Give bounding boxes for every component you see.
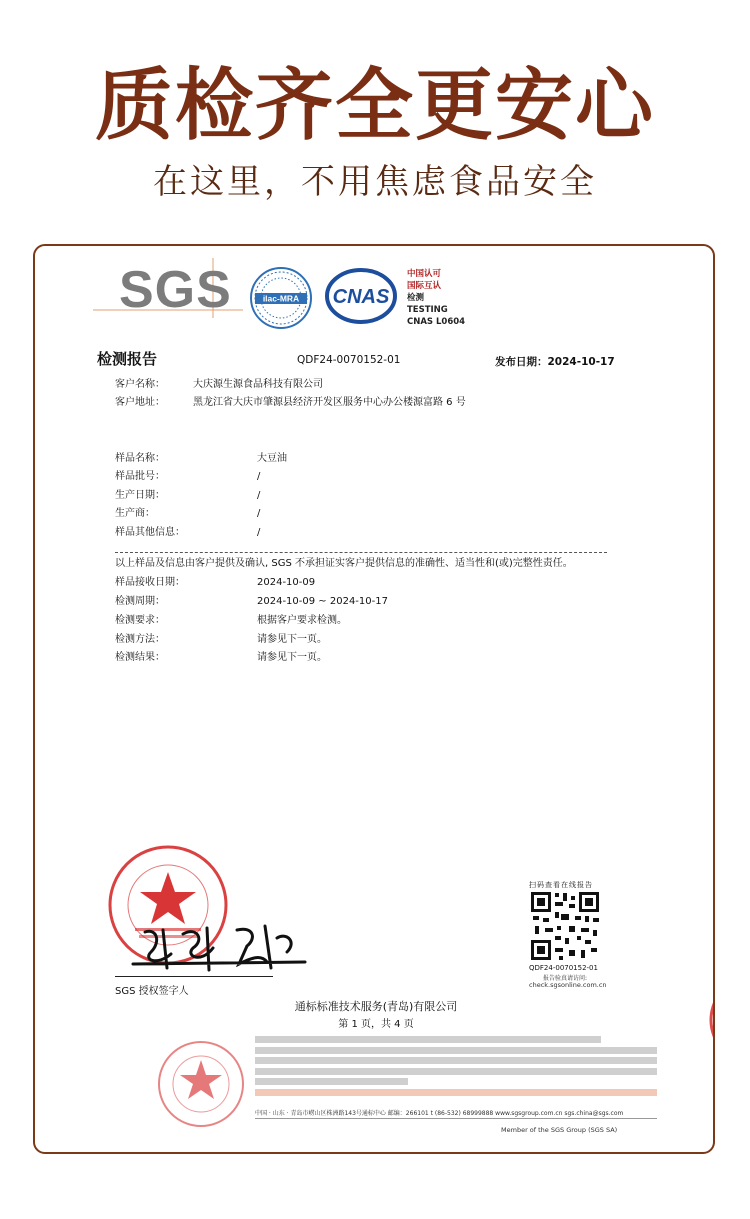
contact-info: 中国 · 山东 · 青岛市崂山区株洲路143号通标中心 邮编：266101 t (86-532) 68999888 www.sgsgroup.com.cn sgs.china@sgs.com bbox=[255, 1110, 624, 1117]
sample-value: / bbox=[257, 490, 261, 501]
page-headline: 质检齐全更安心 bbox=[94, 61, 655, 151]
sample-label: 样品名称： bbox=[115, 453, 165, 464]
handwritten-signature bbox=[127, 918, 317, 978]
sample-label: 样品批号： bbox=[115, 471, 165, 482]
dashed-divider bbox=[115, 552, 607, 553]
signer-label: SGS 授权签字人 bbox=[115, 986, 189, 997]
qr-verify-note: 报告验真请访问: bbox=[543, 975, 588, 982]
testing-value: 2024-10-09 bbox=[257, 577, 316, 588]
ilac-mra-logo bbox=[249, 266, 313, 330]
sgs-logo-text: SGS bbox=[119, 261, 232, 319]
cnas-accreditation-text bbox=[407, 268, 497, 328]
sample-label: 生产日期： bbox=[115, 490, 165, 501]
ilac-logo-text: ilac-MRA bbox=[262, 293, 300, 304]
report-title: 检测报告 bbox=[97, 350, 158, 368]
issue-date: 发布日期：2024-10-17 bbox=[495, 356, 615, 368]
testing-label: 检测结果： bbox=[115, 652, 165, 663]
page-subheadline: 在这里，不用焦虑食品安全 bbox=[153, 162, 597, 202]
cnas-logo-text: CNAS bbox=[332, 286, 390, 308]
issuing-company: 通标标准技术服务(青岛)有限公司 bbox=[294, 1000, 458, 1013]
terms-fine-print bbox=[255, 1036, 657, 1098]
sample-label: 生产商： bbox=[115, 508, 155, 519]
testing-value: 请参见下一页。 bbox=[257, 652, 327, 663]
disclaimer-text: 以上样品及信息由客户提供及确认, SGS 不承担证实客户提供信息的准确性、适当性和(或)完整性责任。 bbox=[115, 558, 573, 569]
page-number: 第 1 页，共 4 页 bbox=[338, 1019, 414, 1030]
sample-value: / bbox=[257, 508, 261, 519]
qr-code[interactable] bbox=[529, 890, 601, 962]
testing-value: 请参见下一页。 bbox=[257, 634, 327, 645]
sgs-member-note: Member of the SGS Group (SGS SA) bbox=[501, 1126, 618, 1134]
qr-caption: 扫码查看在线报告 bbox=[529, 881, 593, 889]
footer-divider bbox=[255, 1118, 657, 1119]
qr-report-id: QDF24-0070152-01 bbox=[529, 964, 598, 972]
sample-label: 样品其他信息： bbox=[115, 527, 185, 538]
signature-line bbox=[115, 976, 273, 977]
cnas-line: TESTING bbox=[407, 305, 448, 315]
cnas-line: 检测 bbox=[407, 293, 425, 303]
client-address-label: 客户地址： bbox=[115, 397, 165, 408]
client-address-value: 黑龙江省大庆市肇源县经济开发区服务中心办公楼源富路 6 号 bbox=[193, 397, 466, 408]
cnas-logo bbox=[325, 268, 397, 324]
sample-value: / bbox=[257, 527, 261, 538]
sample-value: 大豆油 bbox=[257, 453, 287, 464]
report-certificate-frame bbox=[33, 244, 715, 1154]
testing-label: 样品接收日期： bbox=[115, 577, 185, 588]
testing-value: 根据客户要求检测。 bbox=[257, 615, 347, 626]
client-name-value: 大庆源生源食品科技有限公司 bbox=[193, 379, 323, 390]
testing-value: 2024-10-09 ~ 2024-10-17 bbox=[257, 596, 388, 607]
testing-label: 检测方法： bbox=[115, 634, 165, 645]
testing-label: 检测周期： bbox=[115, 596, 165, 607]
qr-verify-url[interactable]: check.sgsonline.com.cn bbox=[529, 981, 607, 989]
testing-label: 检测要求： bbox=[115, 615, 165, 626]
partial-seal-stamp bbox=[705, 970, 715, 1070]
cnas-line: CNAS L0604 bbox=[407, 317, 466, 327]
footer-seal-stamp bbox=[153, 1036, 249, 1132]
sample-value: / bbox=[257, 471, 261, 482]
report-number: QDF24-0070152-01 bbox=[297, 354, 401, 366]
cnas-line: 中国认可 bbox=[407, 269, 442, 279]
cnas-line: 国际互认 bbox=[407, 281, 442, 291]
client-name-label: 客户名称： bbox=[115, 379, 165, 390]
